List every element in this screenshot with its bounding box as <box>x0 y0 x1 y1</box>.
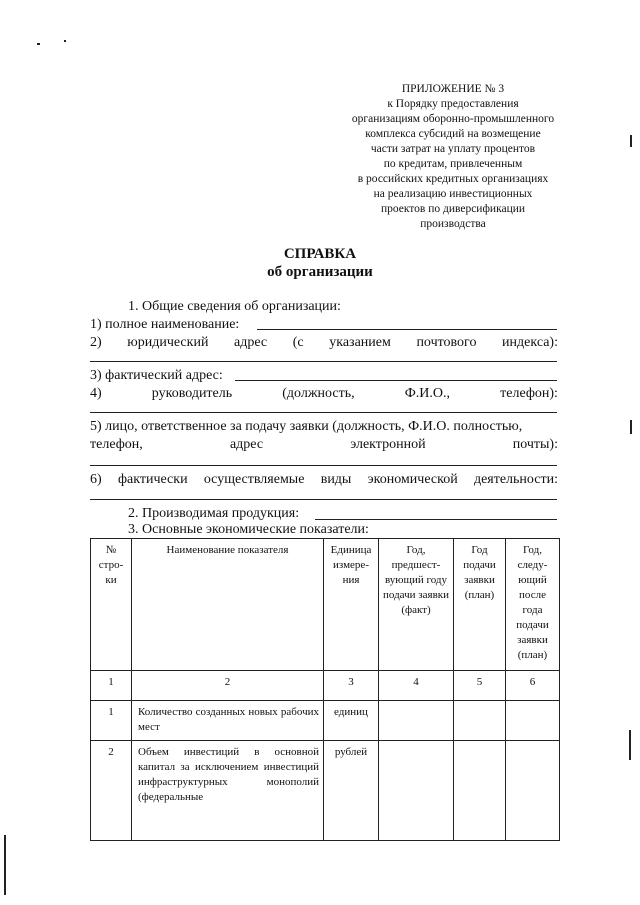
word: адрес <box>234 335 268 350</box>
word: руководитель <box>151 386 233 401</box>
appendix-line: ПРИЛОЖЕНИЕ № 3 <box>401 83 505 95</box>
appendix-note <box>318 82 588 232</box>
word: Ф.И.О., <box>404 386 450 401</box>
word: электронной <box>350 437 426 452</box>
full-name-label: 1) полное наименование: <box>90 317 240 332</box>
word: 6) <box>90 472 102 487</box>
appendix-line: комплекса субсидий на возмещение <box>365 128 541 140</box>
header-cell: Год, предшест-вующий году подачи заявки (факт) <box>379 539 454 671</box>
row-number: 1 <box>91 701 132 741</box>
header-cell: № стро-ки <box>91 539 132 671</box>
column-number: 4 <box>379 671 454 701</box>
appendix-line: организациям оборонно-промышленного <box>351 113 555 125</box>
document-title: СПРАВКА <box>283 246 357 262</box>
indicator-name: Объем инвестиций в основной капитал за исключением инвестиций инфраструктурных монополий (федеральные <box>132 741 324 841</box>
word: указанием <box>329 335 391 350</box>
unit-cell: единиц <box>324 701 379 741</box>
word: почты): <box>512 437 558 452</box>
section-general-heading: 1. Общие сведения об организации: <box>128 299 341 314</box>
word: (с <box>292 335 304 350</box>
word: индекса): <box>502 335 558 350</box>
word: деятельности: <box>473 472 558 487</box>
indicators-table <box>90 538 560 841</box>
word: виды <box>320 472 352 487</box>
full-name-field[interactable] <box>257 329 557 330</box>
word: фактически <box>117 472 188 487</box>
director-label <box>90 385 558 403</box>
word: телефон): <box>500 386 558 401</box>
word: осуществляемые <box>203 472 305 487</box>
next-year-cell[interactable] <box>506 701 560 741</box>
contact-person-field[interactable] <box>90 465 557 466</box>
scan-edge-mark <box>629 730 631 760</box>
products-heading: 2. Производимая продукция: <box>128 506 300 521</box>
word: юридический <box>127 335 209 350</box>
header-cell: Год, следу-ющий после года подачи заявки (план) <box>506 539 560 671</box>
products-field[interactable] <box>315 519 557 520</box>
activities-label <box>90 471 558 489</box>
row-number: 2 <box>91 741 132 841</box>
appendix-line: части затрат на уплату процентов <box>370 143 536 155</box>
word: почтового <box>416 335 477 350</box>
appendix-line: производства <box>420 218 486 230</box>
column-number: 5 <box>454 671 506 701</box>
column-number: 6 <box>506 671 560 701</box>
director-field[interactable] <box>90 412 557 413</box>
table-row <box>91 741 560 841</box>
column-number: 3 <box>324 671 379 701</box>
word: адрес <box>229 437 264 452</box>
actual-address-label: 3) фактический адрес: <box>90 368 223 383</box>
indicator-name: Количество созданных новых рабочих мест <box>132 701 324 741</box>
table-row <box>91 701 560 741</box>
word: телефон, <box>90 437 143 452</box>
header-cell: Единица измере-ния <box>324 539 379 671</box>
legal-address-field[interactable] <box>90 361 557 362</box>
appendix-line: по кредитам, привлеченным <box>383 158 523 170</box>
current-year-cell[interactable] <box>454 701 506 741</box>
column-number: 1 <box>91 671 132 701</box>
scan-edge-mark <box>630 135 632 147</box>
scan-edge-mark <box>4 835 6 895</box>
prev-year-cell[interactable] <box>379 701 454 741</box>
current-year-cell[interactable] <box>454 741 506 841</box>
document-subtitle: об организации <box>267 264 373 280</box>
unit-cell: рублей <box>324 741 379 841</box>
appendix-line: к Порядку предоставления <box>387 98 519 110</box>
column-number-row <box>91 671 560 701</box>
scan-mark <box>37 43 40 45</box>
actual-address-field[interactable] <box>235 380 557 381</box>
next-year-cell[interactable] <box>506 741 560 841</box>
contact-person-label-cont <box>90 436 558 454</box>
appendix-line: на реализацию инвестиционных <box>373 188 533 200</box>
table-header-row <box>91 539 560 671</box>
word: (должность, <box>282 386 355 401</box>
legal-address-label <box>90 334 558 352</box>
word: экономической <box>367 472 458 487</box>
prev-year-cell[interactable] <box>379 741 454 841</box>
word: 2) <box>90 335 102 350</box>
appendix-line: проектов по диверсификации <box>380 203 526 215</box>
header-cell: Наименование показателя <box>132 539 324 671</box>
column-number: 2 <box>132 671 324 701</box>
word: 4) <box>90 386 102 401</box>
contact-person-label: 5) лицо, ответственное за подачу заявки (должность, Ф.И.О. полностью, <box>90 419 523 434</box>
activities-field[interactable] <box>90 499 557 500</box>
scan-mark <box>64 40 66 42</box>
scan-edge-mark <box>630 420 632 434</box>
appendix-line: в российских кредитных организациях <box>357 173 549 185</box>
indicators-heading: 3. Основные экономические показатели: <box>128 522 369 537</box>
header-cell: Год подачи заявки (план) <box>454 539 506 671</box>
